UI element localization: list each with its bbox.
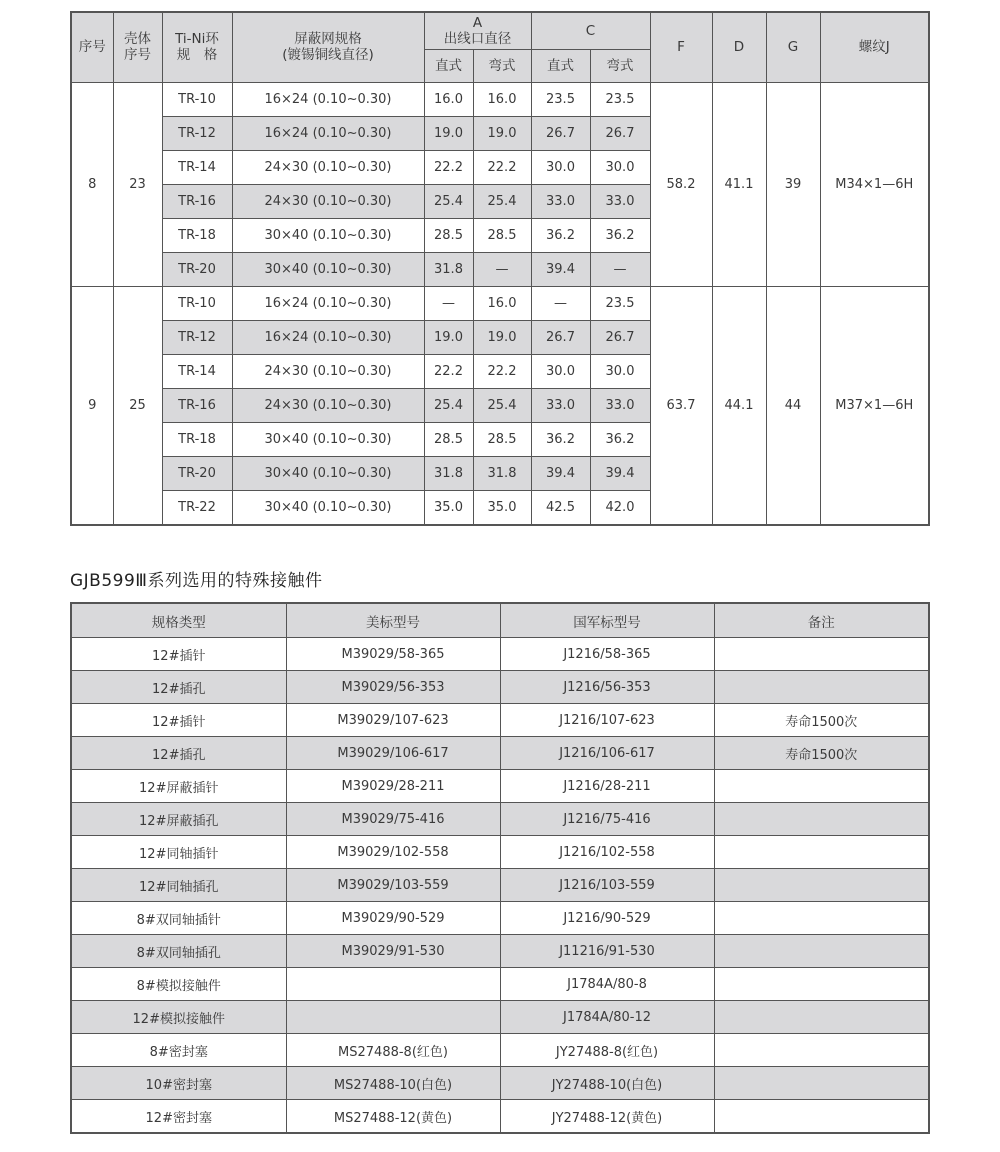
special-contacts-table xyxy=(70,602,930,1134)
a-straight-cell: 28.5 xyxy=(424,218,473,252)
a-straight-cell: 31.8 xyxy=(424,456,473,490)
spec-type-cell: 12#插孔 xyxy=(71,671,286,704)
us-part-cell: M39029/28-211 xyxy=(286,770,500,803)
header-spec-type: 规格类型 xyxy=(71,603,286,638)
table-row xyxy=(71,902,929,935)
table-row xyxy=(71,704,929,737)
ring-spec-cell: TR-20 xyxy=(162,252,232,286)
us-part-cell: M39029/102-558 xyxy=(286,836,500,869)
ring-spec-cell: TR-10 xyxy=(162,286,232,320)
group-g: 39 xyxy=(766,82,820,286)
a-straight-cell: 22.2 xyxy=(424,150,473,184)
remark-cell xyxy=(714,803,929,836)
group-f: 63.7 xyxy=(650,286,712,525)
ring-spec-cell: TR-16 xyxy=(162,388,232,422)
spec-type-cell: 10#密封塞 xyxy=(71,1067,286,1100)
table-row xyxy=(71,803,929,836)
c-bent-cell: 36.2 xyxy=(590,422,650,456)
a-bent-cell: 19.0 xyxy=(473,116,531,150)
us-part-cell: M39029/107-623 xyxy=(286,704,500,737)
spec-type-cell: 12#插孔 xyxy=(71,737,286,770)
spec-type-cell: 12#同轴插孔 xyxy=(71,869,286,902)
table-row xyxy=(71,836,929,869)
us-part-cell: MS27488-10(白色) xyxy=(286,1067,500,1100)
group-shell-seq: 23 xyxy=(113,82,162,286)
a-bent-cell: 16.0 xyxy=(473,82,531,116)
a-bent-cell: 35.0 xyxy=(473,490,531,525)
gjb-part-cell: JY27488-12(黄色) xyxy=(500,1100,714,1134)
gjb-part-cell: J1216/75-416 xyxy=(500,803,714,836)
c-straight-cell: 33.0 xyxy=(531,388,590,422)
c-straight-cell: 39.4 xyxy=(531,252,590,286)
spec-type-cell: 12#屏蔽插针 xyxy=(71,770,286,803)
gjb-part-cell: JY27488-10(白色) xyxy=(500,1067,714,1100)
ring-spec-cell: TR-22 xyxy=(162,490,232,525)
ring-spec-cell: TR-10 xyxy=(162,82,232,116)
c-straight-cell: 36.2 xyxy=(531,422,590,456)
connector-dimensions-table xyxy=(70,11,930,526)
a-bent-cell: 25.4 xyxy=(473,184,531,218)
a-straight-cell: 16.0 xyxy=(424,82,473,116)
a-straight-cell: — xyxy=(424,286,473,320)
mesh-spec-cell: 16×24 (0.10~0.30) xyxy=(232,116,424,150)
gjb-part-cell: J1784A/80-12 xyxy=(500,1001,714,1034)
gjb-part-cell: J1216/107-623 xyxy=(500,704,714,737)
remark-cell xyxy=(714,968,929,1001)
table-row xyxy=(71,770,929,803)
spec-type-cell: 8#密封塞 xyxy=(71,1034,286,1067)
table-row xyxy=(71,935,929,968)
us-part-cell: M39029/56-353 xyxy=(286,671,500,704)
table-row xyxy=(71,968,929,1001)
spec-type-cell: 8#模拟接触件 xyxy=(71,968,286,1001)
ring-spec-cell: TR-14 xyxy=(162,150,232,184)
a-bent-cell: 22.2 xyxy=(473,150,531,184)
table-row xyxy=(71,1067,929,1100)
mesh-spec-cell: 16×24 (0.10~0.30) xyxy=(232,320,424,354)
gjb-part-cell: J1784A/80-8 xyxy=(500,968,714,1001)
section-title: GJB599Ⅲ系列选用的特殊接触件 xyxy=(70,571,323,591)
us-part-cell: M39029/91-530 xyxy=(286,935,500,968)
us-part-cell xyxy=(286,968,500,1001)
remark-cell xyxy=(714,1067,929,1100)
ring-spec-cell: TR-14 xyxy=(162,354,232,388)
c-straight-cell: 36.2 xyxy=(531,218,590,252)
us-part-cell: M39029/106-617 xyxy=(286,737,500,770)
gjb-part-cell: J1216/102-558 xyxy=(500,836,714,869)
c-straight-cell: 30.0 xyxy=(531,354,590,388)
header-shell-seq: 壳体 序号 xyxy=(113,12,162,82)
remark-cell xyxy=(714,935,929,968)
c-straight-cell: 30.0 xyxy=(531,150,590,184)
c-straight-cell: 42.5 xyxy=(531,490,590,525)
table-row xyxy=(71,82,929,116)
c-straight-cell: 26.7 xyxy=(531,320,590,354)
table-row xyxy=(71,869,929,902)
a-straight-cell: 31.8 xyxy=(424,252,473,286)
gjb-part-cell: J1216/106-617 xyxy=(500,737,714,770)
a-bent-cell: 28.5 xyxy=(473,218,531,252)
table-row xyxy=(71,286,929,320)
a-bent-cell: 19.0 xyxy=(473,320,531,354)
table-row xyxy=(71,1001,929,1034)
a-bent-cell: 25.4 xyxy=(473,388,531,422)
table-row xyxy=(71,671,929,704)
table-row xyxy=(71,737,929,770)
a-straight-cell: 25.4 xyxy=(424,184,473,218)
c-bent-cell: 23.5 xyxy=(590,286,650,320)
header-d: D xyxy=(712,12,766,82)
a-bent-cell: — xyxy=(473,252,531,286)
spec-type-cell: 8#双同轴插针 xyxy=(71,902,286,935)
a-straight-cell: 28.5 xyxy=(424,422,473,456)
mesh-spec-cell: 30×40 (0.10~0.30) xyxy=(232,456,424,490)
header-us-part: 美标型号 xyxy=(286,603,500,638)
group-g: 44 xyxy=(766,286,820,525)
c-bent-cell: 39.4 xyxy=(590,456,650,490)
group-thread: M37×1—6H xyxy=(820,286,929,525)
remark-cell: 寿命1500次 xyxy=(714,704,929,737)
us-part-cell: M39029/58-365 xyxy=(286,638,500,671)
mesh-spec-cell: 24×30 (0.10~0.30) xyxy=(232,184,424,218)
group-shell-seq: 25 xyxy=(113,286,162,525)
spec-type-cell: 12#模拟接触件 xyxy=(71,1001,286,1034)
remark-cell xyxy=(714,1100,929,1134)
gjb-part-cell: J1216/58-365 xyxy=(500,638,714,671)
us-part-cell: M39029/75-416 xyxy=(286,803,500,836)
a-straight-cell: 25.4 xyxy=(424,388,473,422)
us-part-cell: M39029/90-529 xyxy=(286,902,500,935)
c-bent-cell: 30.0 xyxy=(590,150,650,184)
mesh-spec-cell: 30×40 (0.10~0.30) xyxy=(232,422,424,456)
a-straight-cell: 19.0 xyxy=(424,116,473,150)
remark-cell xyxy=(714,1001,929,1034)
table-row xyxy=(71,1100,929,1134)
c-bent-cell: 33.0 xyxy=(590,184,650,218)
mesh-spec-cell: 30×40 (0.10~0.30) xyxy=(232,252,424,286)
gjb-part-cell: J1216/56-353 xyxy=(500,671,714,704)
ring-spec-cell: TR-16 xyxy=(162,184,232,218)
group-seq: 9 xyxy=(71,286,113,525)
header-ring-spec: Ti-Ni环 规 格 xyxy=(162,12,232,82)
spec-type-cell: 12#密封塞 xyxy=(71,1100,286,1134)
gjb-part-cell: J1216/90-529 xyxy=(500,902,714,935)
c-straight-cell: 23.5 xyxy=(531,82,590,116)
gjb-part-cell: J1216/103-559 xyxy=(500,869,714,902)
group-seq: 8 xyxy=(71,82,113,286)
c-bent-cell: 26.7 xyxy=(590,116,650,150)
c-straight-cell: 33.0 xyxy=(531,184,590,218)
mesh-spec-cell: 24×30 (0.10~0.30) xyxy=(232,150,424,184)
spec-type-cell: 12#插针 xyxy=(71,638,286,671)
header-seq: 序号 xyxy=(71,12,113,82)
remark-cell xyxy=(714,671,929,704)
mesh-spec-cell: 16×24 (0.10~0.30) xyxy=(232,286,424,320)
spec-type-cell: 12#插针 xyxy=(71,704,286,737)
header-a-bent: 弯式 xyxy=(473,49,531,82)
c-bent-cell: — xyxy=(590,252,650,286)
c-bent-cell: 33.0 xyxy=(590,388,650,422)
a-straight-cell: 19.0 xyxy=(424,320,473,354)
c-straight-cell: 39.4 xyxy=(531,456,590,490)
spec-type-cell: 12#屏蔽插孔 xyxy=(71,803,286,836)
table-row xyxy=(71,638,929,671)
group-thread: M34×1—6H xyxy=(820,82,929,286)
ring-spec-cell: TR-12 xyxy=(162,116,232,150)
remark-cell xyxy=(714,1034,929,1067)
remark-cell: 寿命1500次 xyxy=(714,737,929,770)
ring-spec-cell: TR-12 xyxy=(162,320,232,354)
c-bent-cell: 36.2 xyxy=(590,218,650,252)
remark-cell xyxy=(714,869,929,902)
remark-cell xyxy=(714,902,929,935)
a-straight-cell: 22.2 xyxy=(424,354,473,388)
gjb-part-cell: JY27488-8(红色) xyxy=(500,1034,714,1067)
c-straight-cell: — xyxy=(531,286,590,320)
a-bent-cell: 28.5 xyxy=(473,422,531,456)
mesh-spec-cell: 24×30 (0.10~0.30) xyxy=(232,388,424,422)
ring-spec-cell: TR-18 xyxy=(162,422,232,456)
spec-type-cell: 8#双同轴插孔 xyxy=(71,935,286,968)
header-a: A 出线口直径 xyxy=(424,12,531,49)
group-d: 41.1 xyxy=(712,82,766,286)
remark-cell xyxy=(714,836,929,869)
header-remark: 备注 xyxy=(714,603,929,638)
header-g: G xyxy=(766,12,820,82)
gjb-part-cell: J1216/28-211 xyxy=(500,770,714,803)
header-gjb-part: 国军标型号 xyxy=(500,603,714,638)
gjb-part-cell: J11216/91-530 xyxy=(500,935,714,968)
us-part-cell: M39029/103-559 xyxy=(286,869,500,902)
us-part-cell: MS27488-8(红色) xyxy=(286,1034,500,1067)
mesh-spec-cell: 30×40 (0.10~0.30) xyxy=(232,218,424,252)
header-thread: 螺纹J xyxy=(820,12,929,82)
remark-cell xyxy=(714,638,929,671)
group-f: 58.2 xyxy=(650,82,712,286)
c-bent-cell: 30.0 xyxy=(590,354,650,388)
a-bent-cell: 31.8 xyxy=(473,456,531,490)
remark-cell xyxy=(714,770,929,803)
ring-spec-cell: TR-18 xyxy=(162,218,232,252)
table-row xyxy=(71,1034,929,1067)
group-d: 44.1 xyxy=(712,286,766,525)
c-bent-cell: 23.5 xyxy=(590,82,650,116)
a-bent-cell: 22.2 xyxy=(473,354,531,388)
ring-spec-cell: TR-20 xyxy=(162,456,232,490)
c-bent-cell: 26.7 xyxy=(590,320,650,354)
mesh-spec-cell: 24×30 (0.10~0.30) xyxy=(232,354,424,388)
mesh-spec-cell: 30×40 (0.10~0.30) xyxy=(232,490,424,525)
header-a-straight: 直式 xyxy=(424,49,473,82)
us-part-cell: MS27488-12(黄色) xyxy=(286,1100,500,1134)
c-bent-cell: 42.0 xyxy=(590,490,650,525)
header-c-bent: 弯式 xyxy=(590,49,650,82)
header-mesh-spec: 屏蔽网规格 (镀锡铜线直径) xyxy=(232,12,424,82)
c-straight-cell: 26.7 xyxy=(531,116,590,150)
header-f: F xyxy=(650,12,712,82)
header-c: C xyxy=(531,12,650,49)
a-bent-cell: 16.0 xyxy=(473,286,531,320)
a-straight-cell: 35.0 xyxy=(424,490,473,525)
mesh-spec-cell: 16×24 (0.10~0.30) xyxy=(232,82,424,116)
header-c-straight: 直式 xyxy=(531,49,590,82)
spec-type-cell: 12#同轴插针 xyxy=(71,836,286,869)
us-part-cell xyxy=(286,1001,500,1034)
